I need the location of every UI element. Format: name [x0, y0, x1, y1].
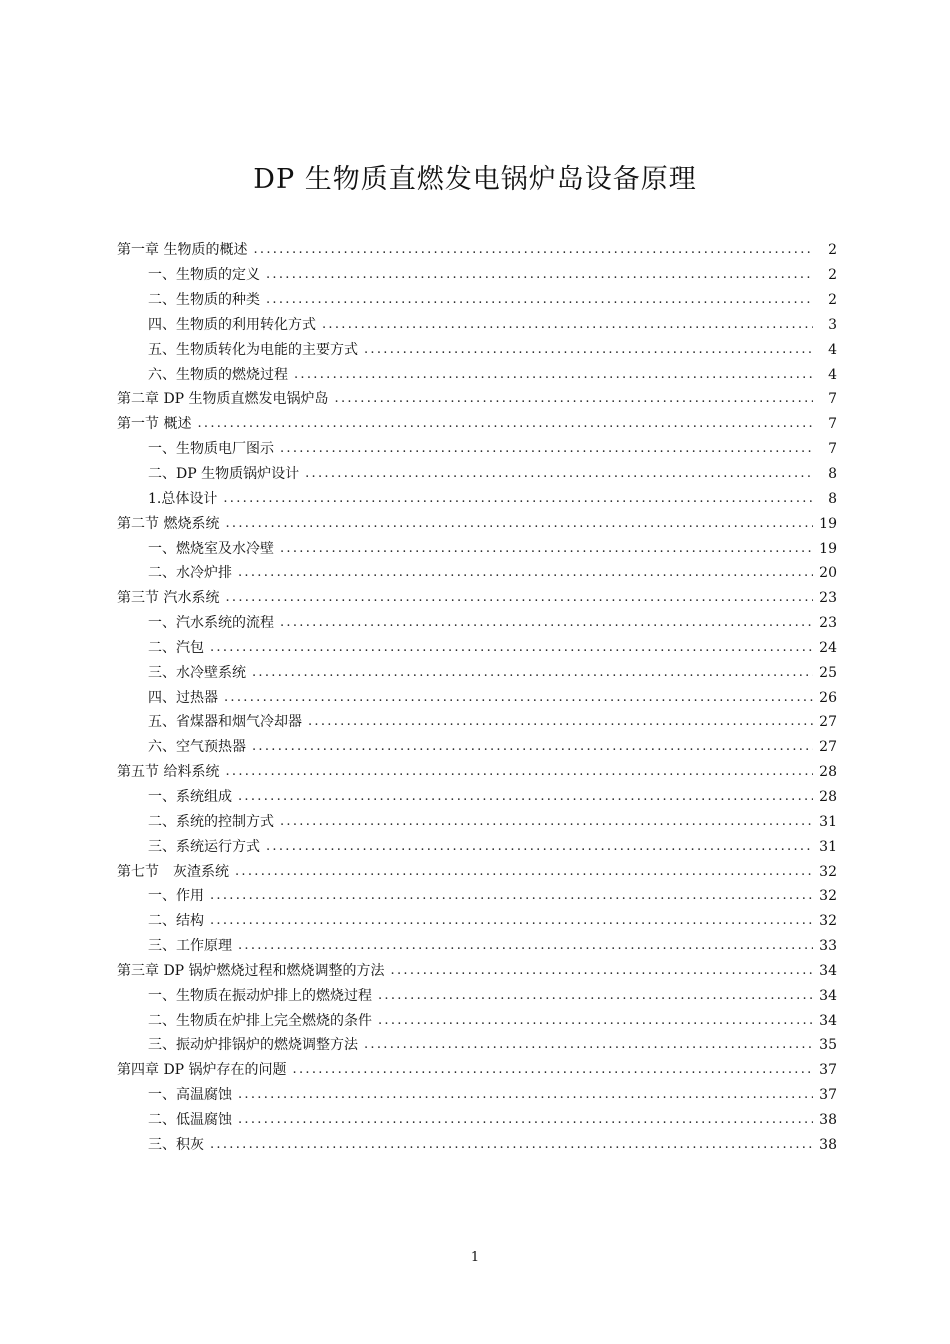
toc-entry-page: 37	[819, 1087, 837, 1104]
toc-dot-leader	[210, 1136, 813, 1154]
toc-entry-label: 五、生物质转化为电能的主要方式	[148, 341, 358, 358]
toc-entry[interactable]	[117, 884, 837, 909]
toc-entry[interactable]	[117, 486, 837, 511]
toc-entry-page: 38	[819, 1136, 837, 1153]
toc-entry-label: 六、生物质的燃烧过程	[148, 366, 288, 383]
toc-entry-label: 四、过热器	[148, 689, 218, 706]
toc-dot-leader	[252, 664, 813, 682]
toc-entry[interactable]	[117, 859, 837, 884]
toc-entry-page: 32	[819, 888, 837, 905]
toc-entry-page: 7	[828, 391, 837, 408]
toc-entry-page: 27	[819, 714, 837, 731]
toc-entry-label: 三、振动炉排锅炉的燃烧调整方法	[148, 1037, 358, 1054]
toc-entry[interactable]	[117, 586, 837, 611]
toc-entry[interactable]	[117, 958, 837, 983]
toc-entry-page: 28	[819, 764, 837, 781]
toc-dot-leader	[294, 366, 813, 384]
toc-entry-page: 4	[828, 366, 837, 383]
toc-entry[interactable]	[117, 536, 837, 561]
toc-entry[interactable]	[117, 834, 837, 859]
toc-entry[interactable]	[117, 934, 837, 959]
toc-entry-page: 32	[819, 913, 837, 930]
toc-entry-label: 二、系统的控制方式	[148, 813, 274, 830]
document-title: DP 生物质直燃发电锅炉岛设备原理	[253, 164, 697, 195]
toc-entry-label: 第七节 灰渣系统	[117, 863, 229, 880]
toc-dot-leader	[280, 614, 813, 632]
toc-dot-leader	[253, 241, 813, 259]
toc-entry-page: 2	[828, 267, 837, 284]
toc-entry-label: 二、水冷炉排	[148, 565, 232, 582]
toc-dot-leader	[238, 788, 813, 806]
toc-entry-label: 第一节 概述	[117, 416, 192, 433]
toc-dot-leader	[210, 639, 813, 657]
toc-entry-page: 32	[819, 863, 837, 880]
toc-dot-leader	[235, 863, 813, 881]
toc-entry[interactable]	[117, 437, 837, 462]
toc-entry-label: 三、水冷壁系统	[148, 664, 246, 681]
toc-dot-leader	[210, 887, 813, 905]
toc-entry-label: 第二节 燃烧系统	[117, 515, 220, 532]
toc-dot-leader	[378, 1012, 813, 1030]
toc-entry-page: 23	[819, 615, 837, 632]
toc-entry[interactable]	[117, 1008, 837, 1033]
toc-entry-page: 37	[819, 1062, 837, 1079]
toc-entry-page: 3	[828, 316, 837, 333]
toc-dot-leader	[224, 689, 813, 707]
toc-dot-leader	[238, 564, 813, 582]
toc-entry-page: 35	[819, 1037, 837, 1054]
toc-dot-leader	[308, 713, 813, 731]
toc-entry[interactable]	[117, 1108, 837, 1133]
toc-entry[interactable]	[117, 1058, 837, 1083]
toc-entry[interactable]	[117, 462, 837, 487]
toc-dot-leader	[280, 440, 813, 458]
toc-entry[interactable]	[117, 238, 837, 263]
toc-entry[interactable]	[117, 760, 837, 785]
toc-entry[interactable]	[117, 1132, 837, 1157]
toc-entry[interactable]	[117, 288, 837, 313]
toc-entry-page: 7	[828, 416, 837, 433]
toc-dot-leader	[378, 987, 813, 1005]
toc-entry-label: 第三节 汽水系统	[117, 590, 220, 607]
toc-entry[interactable]	[117, 611, 837, 636]
toc-entry[interactable]	[117, 909, 837, 934]
toc-entry-page: 20	[819, 565, 837, 582]
toc-entry-page: 25	[819, 664, 837, 681]
toc-entry-label: 一、系统组成	[148, 788, 232, 805]
toc-entry-label: 二、结构	[148, 913, 204, 930]
toc-entry-page: 28	[819, 788, 837, 805]
toc-dot-leader	[266, 291, 813, 309]
toc-entry[interactable]	[117, 561, 837, 586]
toc-entry-page: 26	[819, 689, 837, 706]
toc-entry-label: 三、工作原理	[148, 938, 232, 955]
toc-dot-leader	[364, 341, 813, 359]
toc-entry-label: 二、汽包	[148, 639, 204, 656]
toc-entry-label: 三、积灰	[148, 1136, 204, 1153]
toc-entry-page: 38	[819, 1111, 837, 1128]
page-number: 1	[470, 1250, 480, 1265]
toc-entry-label: 六、空气预热器	[148, 739, 246, 756]
toc-entry[interactable]	[117, 1083, 837, 1108]
toc-dot-leader	[322, 316, 813, 334]
toc-entry-label: 一、燃烧室及水冷壁	[148, 540, 274, 557]
table-of-contents	[117, 238, 837, 1157]
toc-dot-leader	[210, 912, 813, 930]
toc-dot-leader	[225, 515, 813, 533]
toc-dot-leader	[293, 1061, 813, 1079]
toc-entry-page: 33	[819, 938, 837, 955]
toc-entry[interactable]	[117, 710, 837, 735]
toc-entry[interactable]	[117, 1033, 837, 1058]
toc-entry-label: 三、系统运行方式	[148, 838, 260, 855]
toc-entry-page: 19	[819, 540, 837, 557]
toc-entry-page: 34	[819, 1012, 837, 1029]
toc-entry[interactable]	[117, 983, 837, 1008]
toc-entry[interactable]	[117, 337, 837, 362]
toc-entry-label: 一、高温腐蚀	[148, 1087, 232, 1104]
toc-entry[interactable]	[117, 809, 837, 834]
toc-entry-page: 27	[819, 739, 837, 756]
toc-entry-label: 一、生物质电厂图示	[148, 441, 274, 458]
toc-entry[interactable]	[117, 362, 837, 387]
toc-entry-label: 第一章 生物质的概述	[117, 242, 248, 259]
toc-entry[interactable]	[117, 412, 837, 437]
toc-entry-label: 一、生物质在振动炉排上的燃烧过程	[148, 987, 372, 1004]
toc-entry-page: 2	[828, 292, 837, 309]
toc-dot-leader	[280, 540, 813, 558]
toc-dot-leader	[197, 415, 813, 433]
toc-entry[interactable]	[117, 735, 837, 760]
toc-dot-leader	[280, 813, 813, 831]
toc-dot-leader	[238, 1086, 813, 1104]
toc-entry-label: 五、省煤器和烟气冷却器	[148, 714, 302, 731]
toc-dot-leader	[225, 589, 813, 607]
toc-entry-label: 二、DP 生物质锅炉设计	[148, 466, 300, 483]
toc-dot-leader	[238, 937, 813, 955]
toc-entry-label: 一、作用	[148, 888, 204, 905]
toc-entry-label: 一、汽水系统的流程	[148, 615, 274, 632]
toc-entry-page: 2	[828, 242, 837, 259]
toc-entry[interactable]	[117, 685, 837, 710]
toc-entry-page: 31	[819, 838, 837, 855]
toc-entry[interactable]	[117, 785, 837, 810]
toc-entry-page: 8	[828, 466, 837, 483]
toc-dot-leader	[305, 465, 813, 483]
toc-entry-label: 第三章 DP 锅炉燃烧过程和燃烧调整的方法	[117, 962, 385, 979]
toc-entry-page: 31	[819, 813, 837, 830]
toc-dot-leader	[266, 838, 813, 856]
toc-entry[interactable]	[117, 263, 837, 288]
toc-dot-leader	[252, 738, 813, 756]
toc-entry-page: 8	[828, 490, 837, 507]
toc-dot-leader	[335, 390, 813, 408]
toc-entry-label: 第五节 给料系统	[117, 764, 220, 781]
toc-dot-leader	[238, 1111, 813, 1129]
toc-entry-page: 34	[819, 987, 837, 1004]
toc-dot-leader	[223, 490, 813, 508]
toc-entry-page: 7	[828, 441, 837, 458]
toc-entry-label: 二、低温腐蚀	[148, 1111, 232, 1128]
toc-entry-page: 23	[819, 590, 837, 607]
toc-entry-page: 24	[819, 639, 837, 656]
toc-entry-label: 第二章 DP 生物质直燃发电锅炉岛	[117, 391, 329, 408]
toc-entry[interactable]	[117, 660, 837, 685]
toc-entry-label: 四、生物质的利用转化方式	[148, 316, 316, 333]
toc-dot-leader	[364, 1036, 813, 1054]
toc-entry-label: 二、生物质的种类	[148, 292, 260, 309]
toc-entry-label: 二、生物质在炉排上完全燃烧的条件	[148, 1012, 372, 1029]
toc-entry-label: 第四章 DP 锅炉存在的问题	[117, 1062, 287, 1079]
toc-entry-label: 一、生物质的定义	[148, 267, 260, 284]
toc-entry-page: 19	[819, 515, 837, 532]
toc-entry-label: 1.总体设计	[148, 490, 218, 507]
toc-entry[interactable]	[117, 387, 837, 412]
toc-entry[interactable]	[117, 313, 837, 338]
toc-entry[interactable]	[117, 511, 837, 536]
toc-entry-page: 34	[819, 962, 837, 979]
toc-entry[interactable]	[117, 636, 837, 661]
toc-dot-leader	[266, 266, 813, 284]
toc-dot-leader	[391, 962, 813, 980]
toc-entry-page: 4	[828, 341, 837, 358]
toc-dot-leader	[225, 763, 813, 781]
